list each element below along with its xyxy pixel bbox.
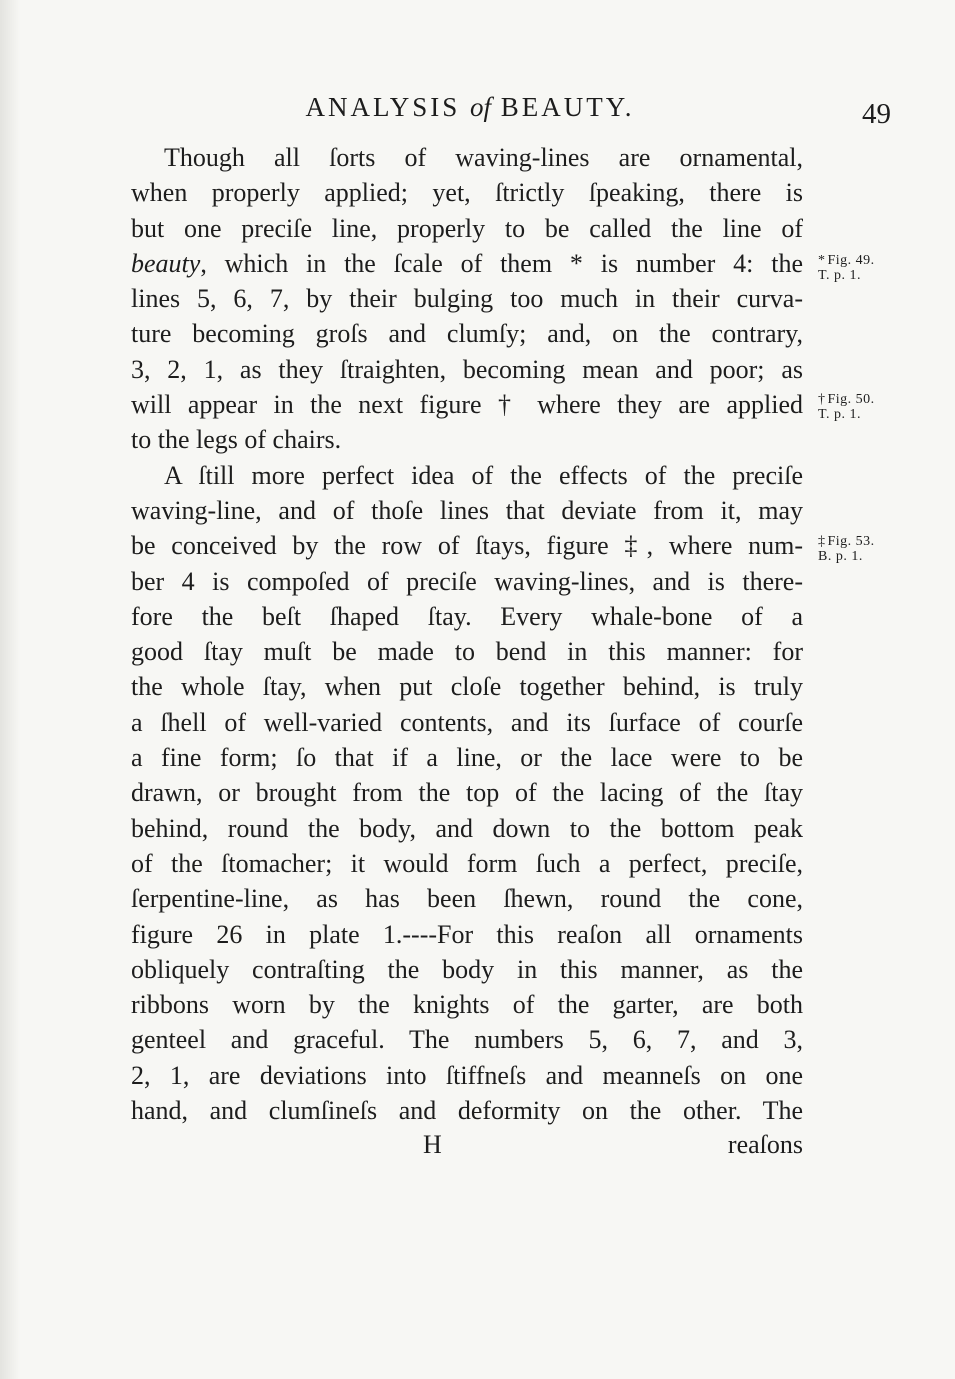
text-line: but one preciſe line, properly to be called the line of — [131, 213, 803, 243]
italic-word-beauty: beauty — [131, 248, 201, 278]
margin-note-line1: * Fig. 49. — [818, 253, 875, 268]
margin-note-line2: T. p. 1. — [818, 407, 862, 422]
margin-note-line2: T. p. 1. — [818, 268, 862, 283]
text-line: waving-line, and of thoſe lines that deviate from it, may — [131, 495, 803, 525]
text-line: hand, and clumſineſs and deformity on the other. The — [131, 1096, 803, 1126]
text-line: lines 5, 6, 7, by their bulging too much in their curva- — [131, 284, 803, 314]
text-line: behind, round the body, and down to the bottom peak — [131, 813, 803, 843]
text-line: drawn, or brought from the top of the lacing of the ſtay — [131, 778, 803, 808]
margin-note-line2: B. p. 1. — [818, 549, 863, 564]
text-line: ſerpentine-line, as has been ſhewn, round the cone, — [131, 884, 803, 914]
text-line: the whole ſtay, when put cloſe together behind, is truly — [131, 672, 803, 702]
text-line: Though all ſorts of waving-lines are ornamental, — [164, 143, 803, 172]
catchword: reaſons — [727, 1130, 803, 1159]
asterisk-mark: * — [818, 253, 826, 268]
text-line: good ſtay muſt be made to bend in this manner: for — [131, 637, 803, 667]
text-line: 2, 1, are deviations into ſtiffneſs and meanneſs on one — [131, 1060, 803, 1090]
margin-note-line1: † Fig. 50. — [818, 392, 875, 407]
dagger-mark: † — [818, 392, 826, 407]
text-line: of the ſtomacher; it would form ſuch a perfect, preciſe, — [131, 848, 803, 878]
margin-note-fig49 — [818, 253, 875, 283]
signature-mark: H — [423, 1130, 442, 1159]
text-line: a ſhell of well-varied contents, and its ſurface of courſe — [131, 707, 803, 737]
margin-note-fig50 — [818, 392, 875, 422]
text-line: fore the beſt ſhaped ſtay. Every whale-bone of a — [131, 601, 803, 631]
running-head-part2: BEAUTY. — [491, 92, 635, 122]
text-line: be conceived by the row of ſtays, figure ‡, where num- — [131, 531, 803, 561]
text-line: A ſtill more perfect idea of the effects of the preciſe — [164, 460, 803, 490]
page-footer — [131, 1122, 803, 1162]
body-text — [131, 140, 803, 1128]
running-head-part1: ANALYSIS — [305, 92, 471, 122]
text-line: a fine form; ſo that if a line, or the lace were to be — [131, 743, 803, 773]
text-line: genteel and graceful. The numbers 5, 6, 7, and 3, — [131, 1025, 803, 1055]
page-number: 49 — [862, 98, 891, 130]
margin-note-line1: ‡ Fig. 53. — [818, 534, 875, 549]
text-line: obliquely contraſting the body in this manner, as the — [131, 954, 803, 984]
running-head — [130, 92, 810, 123]
text-line-beauty — [131, 246, 803, 281]
running-head-of: of — [470, 92, 492, 122]
text-line: when properly applied; yet, ſtrictly ſpeaking, there is — [131, 178, 803, 208]
text-line: to the legs of chairs. — [131, 425, 342, 455]
text-line: will appear in the next figure † where they are applied — [131, 390, 803, 420]
text-line: ber 4 is compoſed of preciſe waving-lines, and is there- — [131, 566, 803, 596]
margin-note-fig53 — [818, 534, 875, 564]
double-dagger-mark: ‡ — [818, 534, 826, 549]
text-line: 3, 2, 1, as they ſtraighten, becoming mean and poor; as — [131, 354, 803, 384]
text-line: ribbons worn by the knights of the garter, are both — [131, 990, 803, 1020]
text-line: figure 26 in plate 1.----For this reaſon all ornaments — [131, 919, 803, 949]
text-line-rest: , which in the ſcale of them * is number 4: the — [200, 248, 803, 278]
text-line: ture becoming groſs and clumſy; and, on the contrary, — [131, 319, 803, 349]
gutter-shadow — [0, 0, 20, 1379]
